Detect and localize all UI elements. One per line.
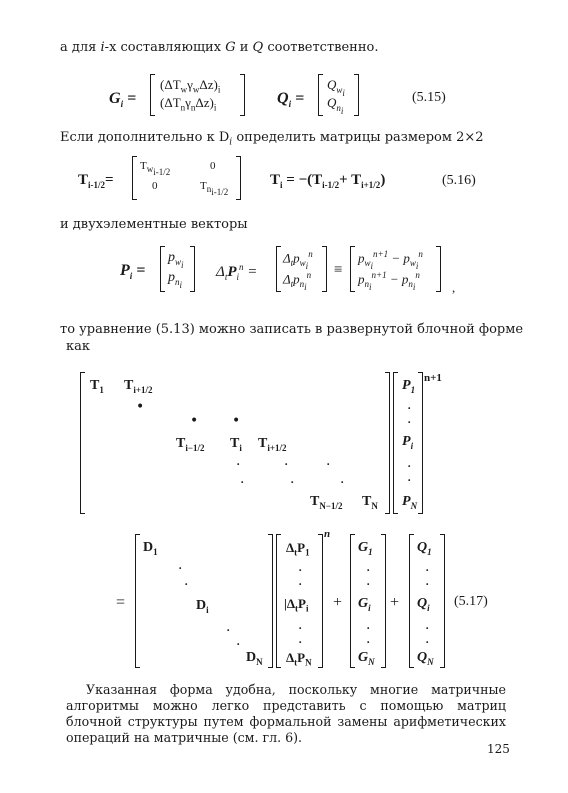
equation-number-5-16: (5.16) [442,173,476,188]
page-number: 125 [487,742,510,756]
equation-number-5-17: (5.17) [454,594,488,609]
equation-number-5-15: (5.15) [412,90,446,105]
vectors-line: и двухэлементные векторы [60,217,248,232]
block-form-line: то уравнение (5.13) можно записать в развернутой блочной форме [60,322,524,337]
intro-line: а для i-х составляющих G и Q соответственно. [60,40,379,55]
closing-paragraph: Указанная форма удобна, поскольку многие матричные алгоритмы можно легко представить с помощью матриц блочной структуры путем формальной замены арифметических операций на матричные (см. гл. 6). [66,682,506,745]
as-line: как [66,339,91,354]
determine-line: Если дополнительно к $D_i$ определить матрицы размером 2×2 [60,130,484,148]
